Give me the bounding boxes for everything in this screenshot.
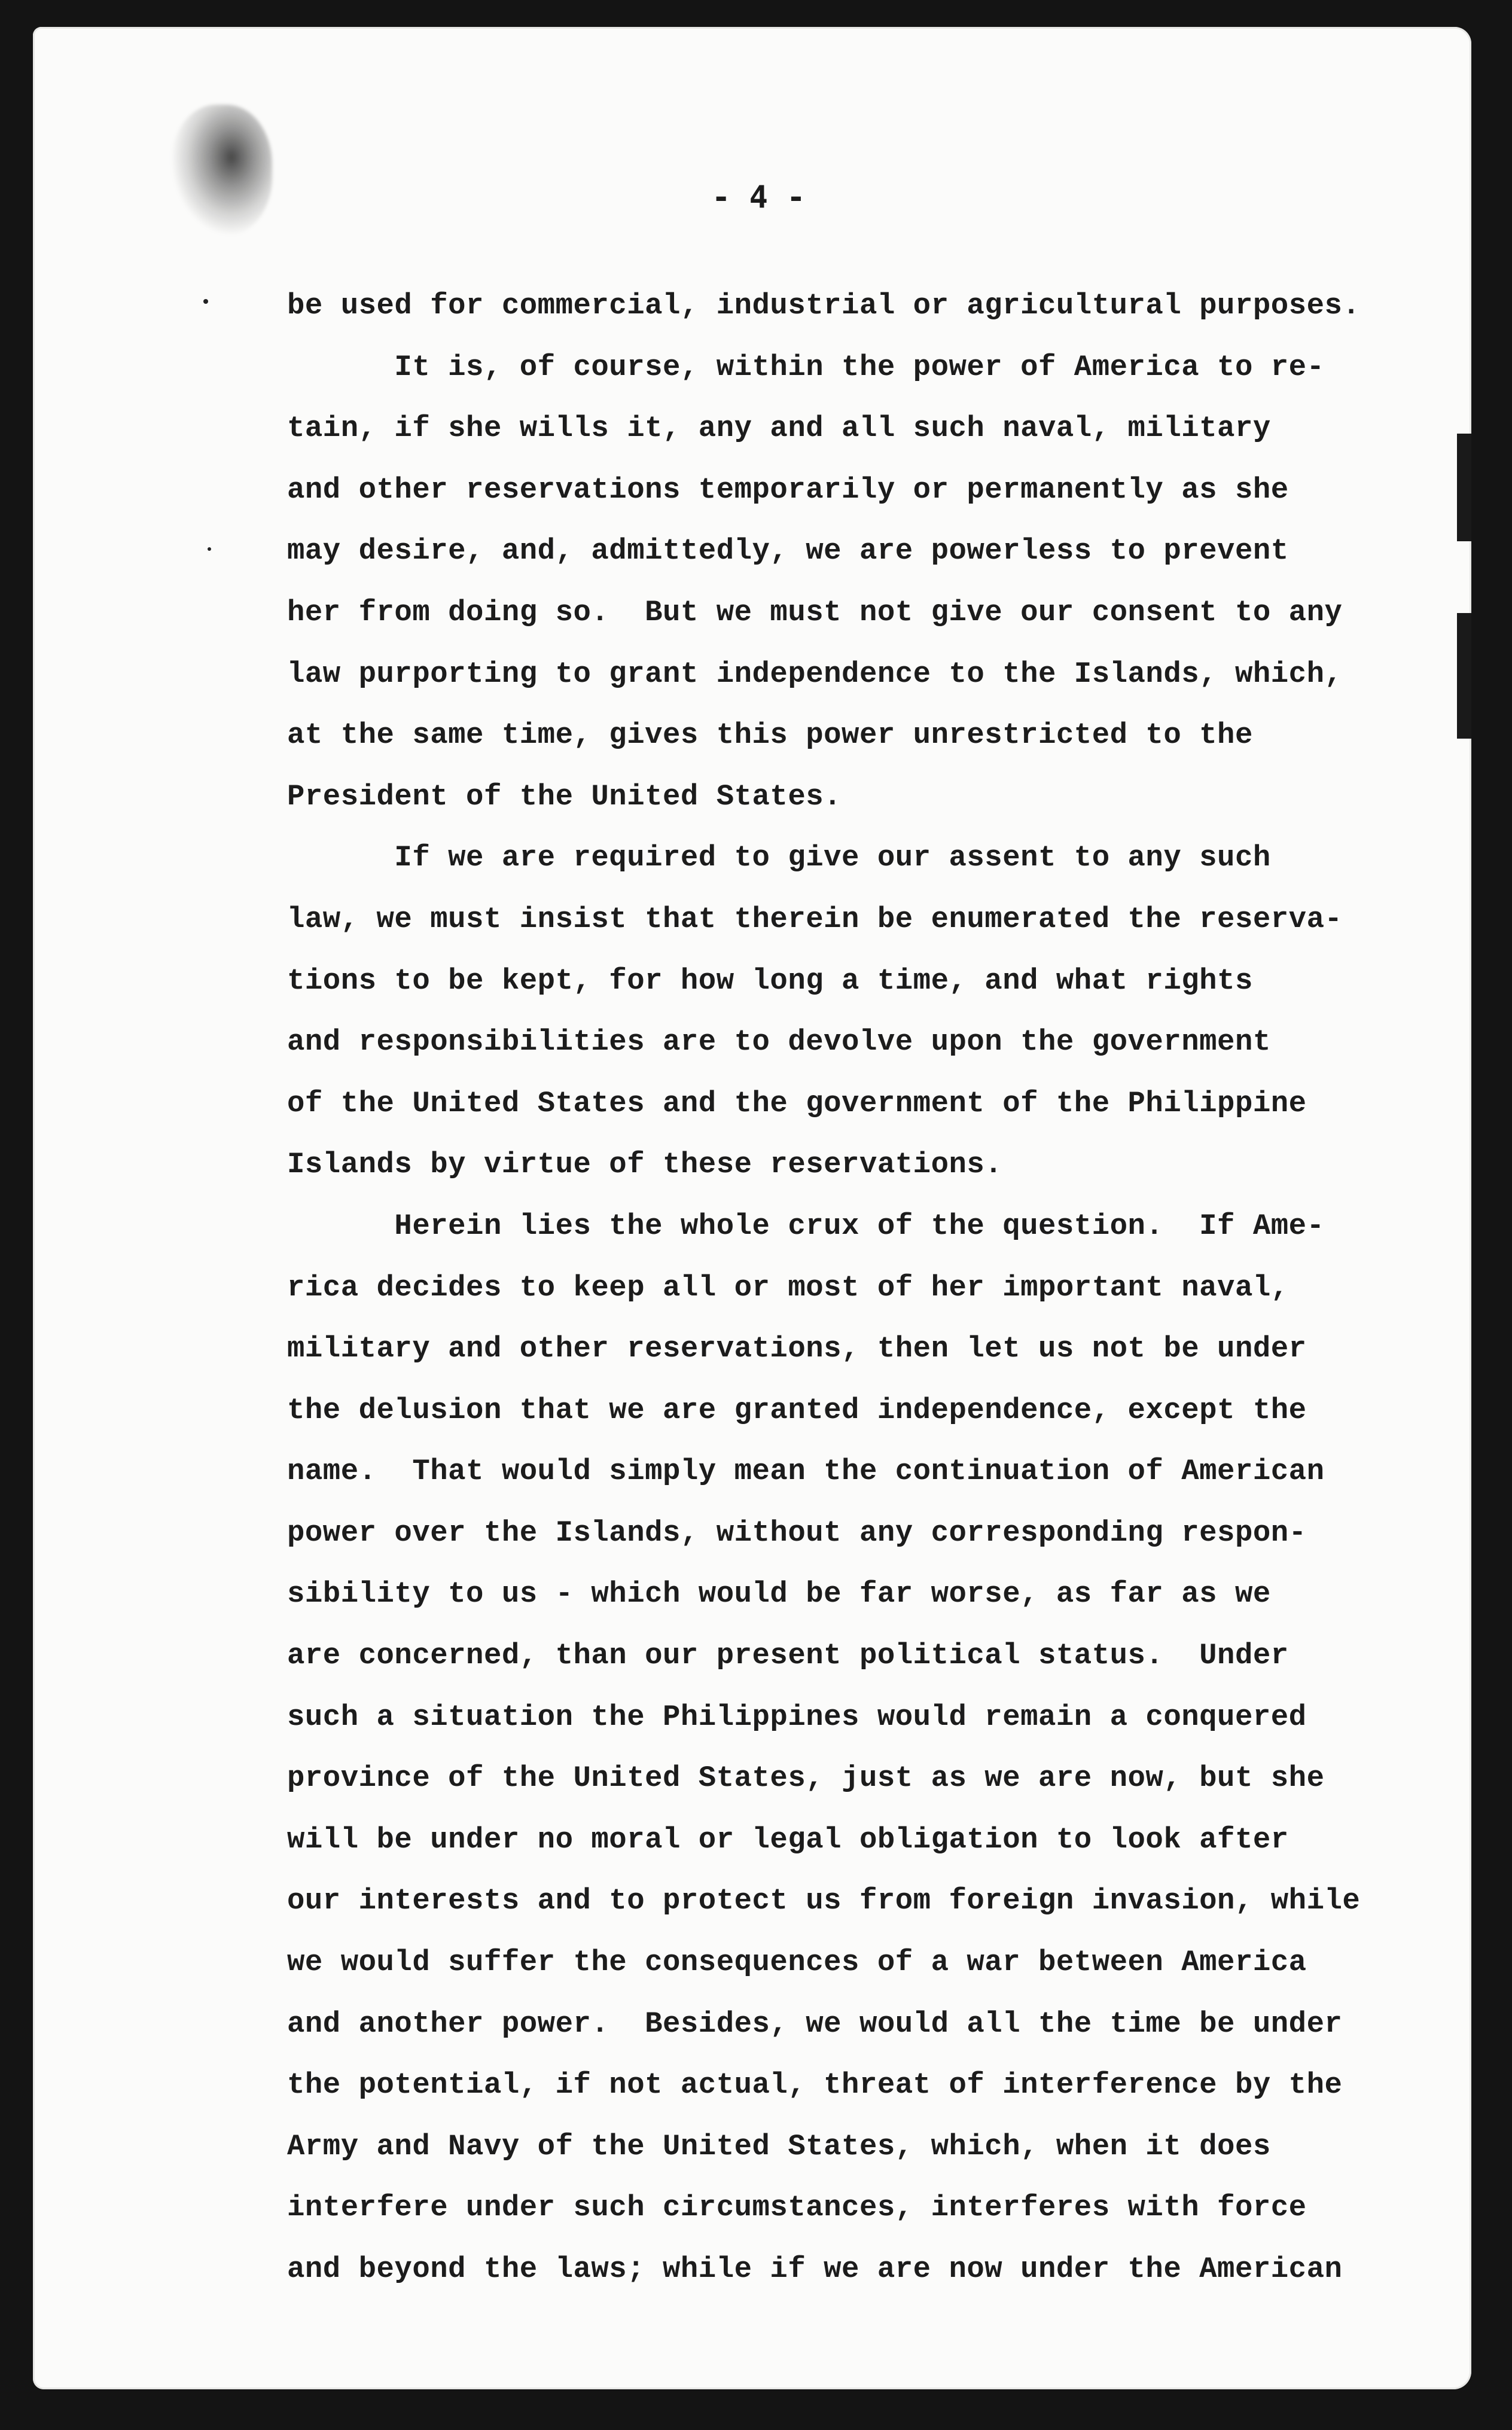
text-line: and responsibilities are to devolve upon the government bbox=[287, 1025, 1271, 1059]
text-line: be used for commercial, industrial or agricultural purposes. bbox=[287, 289, 1361, 322]
page-number: - 4 - bbox=[712, 179, 806, 215]
text-line: Islands by virtue of these reservations. bbox=[287, 1148, 1003, 1182]
body-text bbox=[287, 275, 1435, 2300]
text-line: our interests and to protect us from foreign invasion, while bbox=[287, 1884, 1361, 1918]
document-page bbox=[33, 27, 1471, 2389]
text-line: the delusion that we are granted independence, except the bbox=[287, 1393, 1307, 1427]
edge-mark bbox=[1457, 613, 1471, 739]
text-line: may desire, and, admittedly, we are powerless to prevent bbox=[287, 534, 1289, 568]
speck bbox=[203, 299, 208, 304]
text-line: are concerned, than our present political status. Under bbox=[287, 1639, 1289, 1673]
text-line: at the same time, gives this power unrestricted to the bbox=[287, 718, 1253, 752]
text-line: such a situation the Philippines would remain a conquered bbox=[287, 1700, 1307, 1734]
text-line: If we are required to give our assent to any such bbox=[287, 841, 1271, 875]
text-line: interfere under such circumstances, interferes with force bbox=[287, 2191, 1307, 2225]
text-line: her from doing so. But we must not give our consent to any bbox=[287, 595, 1343, 629]
text-line: President of the United States. bbox=[287, 779, 842, 813]
text-line: tions to be kept, for how long a time, and what rights bbox=[287, 964, 1253, 998]
text-line: will be under no moral or legal obligation to look after bbox=[287, 1822, 1289, 1856]
text-line: the potential, if not actual, threat of interference by the bbox=[287, 2068, 1343, 2102]
text-line: military and other reservations, then let us not be under bbox=[287, 1332, 1307, 1366]
edge-mark bbox=[1457, 434, 1471, 541]
text-line: law, we must insist that therein be enumerated the reserva- bbox=[287, 902, 1343, 936]
text-line: we would suffer the consequences of a war between America bbox=[287, 1946, 1307, 1980]
text-line: and other reservations temporarily or permanently as she bbox=[287, 472, 1289, 507]
text-line: and another power. Besides, we would all the time be under bbox=[287, 2007, 1343, 2041]
speck bbox=[208, 547, 211, 551]
text-line: It is, of course, within the power of America to re- bbox=[287, 350, 1325, 384]
text-line: name. That would simply mean the continuation of American bbox=[287, 1455, 1325, 1489]
text-line: rica decides to keep all or most of her important naval, bbox=[287, 1270, 1289, 1304]
text-line: Army and Navy of the United States, which, when it does bbox=[287, 2129, 1271, 2163]
text-line: power over the Islands, without any corresponding respon- bbox=[287, 1516, 1307, 1550]
text-line: and beyond the laws; while if we are now under the American bbox=[287, 2252, 1343, 2286]
text-line: sibility to us - which would be far worse, as far as we bbox=[287, 1577, 1271, 1611]
ink-smudge bbox=[170, 105, 272, 236]
text-line: of the United States and the government of the Philippine bbox=[287, 1086, 1307, 1120]
text-line: tain, if she wills it, any and all such naval, military bbox=[287, 411, 1271, 446]
text-line: province of the United States, just as we are now, but she bbox=[287, 1761, 1325, 1795]
text-line: law purporting to grant independence to the Islands, which, bbox=[287, 657, 1343, 691]
text-line: Herein lies the whole crux of the question. If Ame- bbox=[287, 1209, 1325, 1243]
